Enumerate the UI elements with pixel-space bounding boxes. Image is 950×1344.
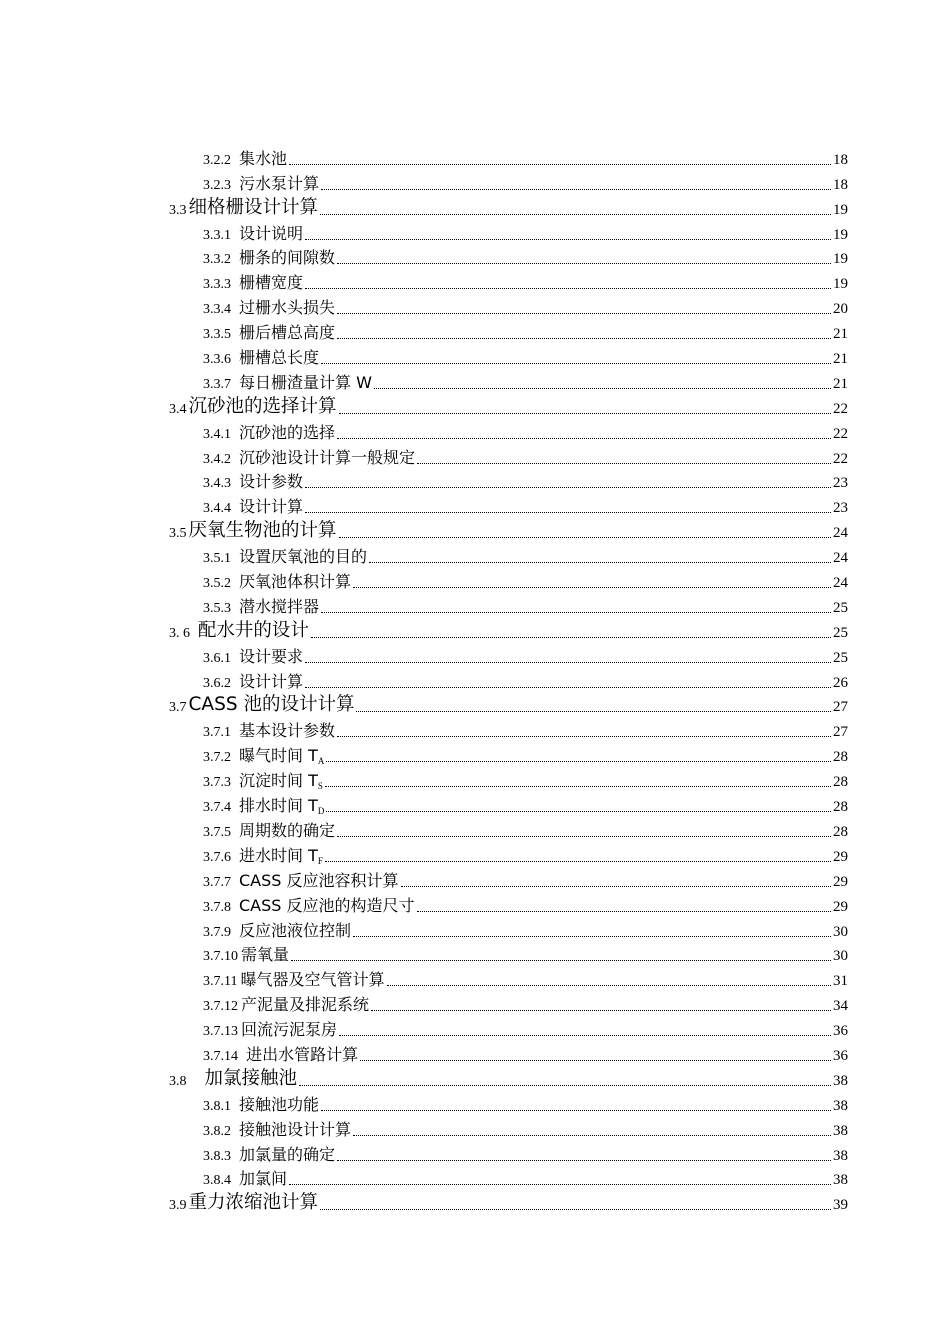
toc-leader-dots: [374, 388, 831, 389]
toc-entry-number: 3.7.6: [203, 849, 231, 865]
toc-page-number: 22: [833, 450, 848, 467]
toc-entry-title-text: 栅条的间隙数: [239, 248, 336, 268]
toc-entry-title: [239, 1166, 287, 1189]
toc-entry-title-text: 反应池液位控制: [239, 920, 352, 940]
toc-entry-title: [189, 193, 319, 219]
toc-leader-dots: [337, 736, 831, 737]
toc-entry-title-text: 设计计算: [239, 671, 304, 691]
toc-entry-subscript: F: [317, 855, 323, 866]
toc-entry-title-text: 加氯间: [239, 1169, 288, 1189]
toc-entry-title: [239, 494, 303, 517]
toc-entry-number: 3.7.7: [203, 874, 231, 890]
toc-entry-number: 3.3.2: [203, 252, 231, 268]
toc-entry-title: [239, 1142, 335, 1165]
toc-leader-dots: [311, 637, 831, 638]
toc-entry-number: 3.7.12: [203, 999, 238, 1015]
toc-entry-number: 3.8.1: [203, 1098, 231, 1114]
toc-entry-number: 3.6.1: [203, 650, 231, 666]
toc-entry-title: [239, 868, 399, 891]
toc-entry-title-text: 配水井的设计: [192, 619, 309, 641]
toc-entry-title-text: 沉砂池的选择计算: [188, 395, 337, 417]
toc-subsection-entry[interactable]: [0, 968, 950, 993]
toc-page-number: 30: [833, 948, 848, 965]
toc-entry-title: [239, 594, 319, 617]
toc-subsection-entry[interactable]: [0, 894, 950, 919]
toc-entry-title-text: CASS 反应池的构造尺寸: [239, 895, 415, 915]
toc-entry-number: 3.5.2: [203, 576, 231, 592]
toc-page-number: 38: [833, 1147, 848, 1164]
toc-leader-dots: [387, 985, 832, 986]
toc-entry-title-text: 加氯接触池: [204, 1067, 298, 1089]
toc-entry-number: 3.7.5: [203, 824, 231, 840]
toc-leader-dots: [321, 363, 831, 364]
toc-entry-title-text: 回流污泥泵房: [241, 1020, 338, 1040]
toc-entry-title: [239, 818, 335, 841]
toc-leader-dots: [305, 512, 831, 513]
toc-leader-dots: [369, 562, 831, 563]
toc-entry-title: [239, 544, 367, 567]
toc-entry-number: 3.3: [169, 202, 187, 218]
toc-subsection-entry[interactable]: [0, 869, 950, 894]
toc-leader-dots: [360, 1060, 831, 1061]
toc-page-number: 19: [833, 251, 848, 268]
toc-entry-title: [239, 445, 415, 468]
toc-entry-title-text: 过栅水头损失: [239, 298, 336, 318]
toc-page-number: 28: [833, 799, 848, 816]
toc-entry-title: [239, 270, 303, 293]
toc-page-number: 21: [833, 326, 848, 343]
toc-leader-dots: [371, 1010, 831, 1011]
toc-leader-dots: [337, 438, 831, 439]
toc-subsection-entry[interactable]: [0, 172, 950, 197]
toc-entry-title-text: 接触池功能: [239, 1094, 320, 1114]
toc-leader-dots: [353, 587, 831, 588]
toc-entry-number: 3.4.4: [203, 501, 231, 517]
toc-page-number: 27: [833, 699, 848, 716]
toc-entry-title-text: 产泥量及排泥系统: [241, 995, 370, 1015]
toc-section-entry[interactable]: [0, 396, 950, 421]
toc-subsection-entry[interactable]: [0, 719, 950, 744]
toc-leader-dots: [305, 288, 831, 289]
toc-entry-number: 3.3.4: [203, 302, 231, 318]
toc-subsection-entry[interactable]: [0, 993, 950, 1018]
toc-subsection-entry[interactable]: [0, 919, 950, 944]
toc-leader-dots: [289, 164, 831, 165]
toc-entry-title: [189, 516, 337, 542]
toc-entry-title-text: 加氯量的确定: [239, 1144, 336, 1164]
toc-page-number: 18: [833, 151, 848, 168]
toc-entry-title: [241, 992, 369, 1015]
toc-entry-number: 3.4.2: [203, 451, 231, 467]
toc-leader-dots: [339, 413, 831, 414]
toc-leader-dots: [417, 911, 831, 912]
toc-entry-number: 3.7.9: [203, 924, 231, 940]
toc-leader-dots: [299, 1085, 831, 1086]
toc-leader-dots: [353, 1135, 831, 1136]
toc-entry-title: [239, 644, 303, 667]
toc-entry-subscript: S: [317, 781, 323, 792]
toc-leader-dots: [305, 662, 831, 663]
toc-entry-title-text: 沉砂池设计计算一般规定: [239, 447, 416, 467]
toc-entry-title-text: 重力浓缩池计算: [188, 1192, 319, 1214]
toc-subsection-entry[interactable]: [0, 471, 950, 496]
toc-subsection-entry[interactable]: [0, 819, 950, 844]
table-of-contents: [0, 147, 950, 1217]
toc-entry-number: 3.2.2: [203, 152, 231, 168]
toc-leader-dots: [339, 537, 831, 538]
toc-section-entry[interactable]: [0, 197, 950, 222]
toc-subsection-entry[interactable]: [0, 371, 950, 396]
toc-page-number: 39: [833, 1197, 848, 1214]
toc-entry-subscript: D: [317, 806, 325, 817]
toc-page-number: 29: [833, 848, 848, 865]
toc-subsection-entry[interactable]: [0, 1043, 950, 1068]
toc-entry-subscript: A: [317, 756, 325, 767]
toc-entry-title-text: 每日栅渣量计算 W: [239, 372, 372, 392]
toc-entry-title: [192, 616, 309, 642]
toc-page-number: 21: [833, 351, 848, 368]
toc-leader-dots: [337, 1160, 831, 1161]
toc-page-number: 27: [833, 724, 848, 741]
toc-entry-number: 3.7.10: [203, 949, 238, 965]
toc-page-number: 18: [833, 176, 848, 193]
toc-entry-number: 3.9: [169, 1198, 187, 1214]
toc-entry-title: [239, 743, 324, 766]
toc-page-number: 38: [833, 1072, 848, 1089]
toc-entry-title: [239, 718, 335, 741]
toc-entry-number: 3. 6: [169, 625, 190, 641]
toc-entry-title: [239, 370, 372, 393]
toc-entry-title: [239, 295, 335, 318]
toc-entry-number: 3.3.1: [203, 227, 231, 243]
toc-entry-number: 3.3.5: [203, 327, 231, 343]
toc-entry-number: 3.6.2: [203, 675, 231, 691]
toc-subsection-entry[interactable]: [0, 147, 950, 172]
toc-leader-dots: [339, 1035, 831, 1036]
toc-entry-title-text: 设计计算: [239, 497, 304, 517]
toc-page-number: 24: [833, 550, 848, 567]
toc-page-number: 20: [833, 301, 848, 318]
toc-entry-title-text: 栅槽总长度: [239, 348, 320, 368]
toc-page-number: 30: [833, 923, 848, 940]
toc-leader-dots: [321, 1110, 831, 1111]
toc-subsection-entry[interactable]: [0, 744, 950, 769]
toc-leader-dots: [305, 687, 831, 688]
toc-entry-title-text: 污水泵计算: [239, 173, 320, 193]
toc-entry-number: 3.8: [169, 1073, 187, 1089]
toc-leader-dots: [305, 239, 831, 240]
toc-entry-number: 3.8.3: [203, 1148, 231, 1164]
toc-subsection-entry[interactable]: [0, 222, 950, 247]
toc-entry-title-text: 厌氧池体积计算: [239, 572, 352, 592]
toc-entry-number: 3.7.14: [203, 1048, 238, 1064]
toc-section-entry[interactable]: [0, 1068, 950, 1093]
toc-subsection-entry[interactable]: [0, 595, 950, 620]
toc-page-number: 25: [833, 599, 848, 616]
toc-entry-title-text: 设计要求: [239, 646, 304, 666]
toc-entry-title-text: 栅槽宽度: [239, 273, 304, 293]
toc-entry-title: [239, 669, 303, 692]
toc-page-number: 38: [833, 1172, 848, 1189]
toc-leader-dots: [337, 263, 831, 264]
toc-subsection-entry[interactable]: [0, 545, 950, 570]
toc-leader-dots: [356, 711, 831, 712]
toc-entry-title-text: 进出水管路计算: [241, 1044, 359, 1064]
toc-leader-dots: [325, 786, 831, 787]
toc-entry-title-text: 栅后槽总高度: [239, 323, 336, 343]
toc-subsection-entry[interactable]: [0, 1018, 950, 1043]
toc-subsection-entry[interactable]: [0, 670, 950, 695]
toc-section-entry[interactable]: [0, 520, 950, 545]
toc-page-number: 28: [833, 749, 848, 766]
toc-entry-number: 3.8.4: [203, 1173, 231, 1189]
toc-entry-title-text: CASS 反应池容积计算: [239, 870, 399, 890]
toc-entry-number: 3.7.11: [203, 974, 238, 990]
toc-leader-dots: [289, 1184, 831, 1185]
toc-entry-title-text: 周期数的确定: [239, 820, 336, 840]
toc-page-number: 22: [833, 400, 848, 417]
toc-page-number: 28: [833, 774, 848, 791]
toc-entry-number: 3.7.13: [203, 1024, 238, 1040]
toc-entry-title-text: 需氧量: [241, 945, 290, 965]
toc-page-number: 24: [833, 575, 848, 592]
toc-subsection-entry[interactable]: [0, 421, 950, 446]
toc-entry-number: 3.3.6: [203, 352, 231, 368]
toc-subsection-entry[interactable]: [0, 570, 950, 595]
toc-entry-title: [239, 146, 287, 169]
toc-subsection-entry[interactable]: [0, 844, 950, 869]
toc-entry-title-text: 沉淀时间 T: [239, 771, 318, 791]
toc-entry-title: [239, 1092, 319, 1115]
toc-entry-title: [239, 1117, 351, 1140]
toc-subsection-entry[interactable]: [0, 446, 950, 471]
toc-leader-dots: [417, 463, 831, 464]
toc-entry-title: [189, 690, 355, 716]
toc-entry-title-text: 排水时间 T: [239, 796, 318, 816]
toc-entry-number: 3.5: [169, 526, 187, 542]
toc-entry-title-text: 厌氧生物池的计算: [188, 520, 337, 542]
toc-section-entry[interactable]: [0, 620, 950, 645]
toc-page-number: 23: [833, 475, 848, 492]
toc-entry-title: [241, 1017, 337, 1040]
toc-page-number: 29: [833, 873, 848, 890]
toc-entry-title-text: CASS 池的设计计算: [188, 694, 355, 716]
toc-subsection-entry[interactable]: [0, 1143, 950, 1168]
toc-subsection-entry[interactable]: [0, 944, 950, 969]
toc-entry-title-text: 基本设计参数: [239, 721, 336, 741]
toc-page-number: 28: [833, 823, 848, 840]
toc-entry-title-text: 进水时间 T: [239, 845, 318, 865]
toc-entry-title: [239, 245, 335, 268]
toc-leader-dots: [337, 338, 831, 339]
toc-subsection-entry[interactable]: [0, 645, 950, 670]
toc-entry-title-text: 沉砂池的选择: [239, 422, 336, 442]
toc-entry-number: 3.5.3: [203, 600, 231, 616]
toc-page-number: 22: [833, 425, 848, 442]
toc-entry-title: [239, 171, 319, 194]
toc-entry-number: 3.7: [169, 700, 187, 716]
toc-entry-title: [239, 420, 335, 443]
toc-page-number: 24: [833, 525, 848, 542]
toc-entry-number: 3.3.3: [203, 277, 231, 293]
toc-entry-number: 3.3.7: [203, 376, 231, 392]
toc-section-entry[interactable]: [0, 1192, 950, 1217]
toc-subsection-entry[interactable]: [0, 1168, 950, 1193]
toc-subsection-entry[interactable]: [0, 346, 950, 371]
toc-entry-title: [189, 392, 337, 418]
toc-leader-dots: [353, 936, 831, 937]
toc-entry-number: 3.7.1: [203, 725, 231, 741]
toc-entry-title-text: 曝气器及空气管计算: [240, 970, 385, 990]
toc-entry-number: 3.7.3: [203, 775, 231, 791]
toc-entry-title: [239, 843, 323, 866]
toc-subsection-entry[interactable]: [0, 1093, 950, 1118]
toc-subsection-entry[interactable]: [0, 321, 950, 346]
toc-entry-title: [241, 942, 289, 965]
toc-entry-title: [239, 793, 324, 816]
toc-page-number: 23: [833, 500, 848, 517]
toc-entry-title-text: 设计参数: [239, 472, 304, 492]
toc-leader-dots: [291, 960, 831, 961]
toc-leader-dots: [326, 811, 831, 812]
toc-leader-dots: [401, 886, 831, 887]
toc-page-number: 19: [833, 201, 848, 218]
toc-entry-title-text: 设置厌氧池的目的: [239, 547, 368, 567]
toc-entry-number: 3.2.3: [203, 177, 231, 193]
toc-leader-dots: [337, 313, 831, 314]
toc-entry-number: 3.8.2: [203, 1123, 231, 1139]
toc-entry-number: 3.5.1: [203, 551, 231, 567]
toc-leader-dots: [320, 214, 831, 215]
toc-entry-title: [240, 967, 384, 990]
toc-entry-number: 3.4.1: [203, 426, 231, 442]
toc-page-number: 36: [833, 1047, 848, 1064]
toc-page-number: 21: [833, 375, 848, 392]
toc-leader-dots: [320, 1209, 831, 1210]
toc-entry-title-text: 接触池设计计算: [239, 1119, 352, 1139]
toc-page-number: 25: [833, 649, 848, 666]
toc-subsection-entry[interactable]: [0, 495, 950, 520]
toc-entry-title: [239, 768, 323, 791]
toc-entry-title: [239, 221, 303, 244]
toc-entry-title: [241, 1042, 358, 1065]
toc-entry-title: [239, 918, 351, 941]
toc-page-number: 29: [833, 898, 848, 915]
toc-page-number: 19: [833, 276, 848, 293]
toc-page-number: 19: [833, 226, 848, 243]
toc-entry-number: 3.4: [169, 401, 187, 417]
toc-entry-title: [239, 893, 415, 916]
toc-page-number: 34: [833, 998, 848, 1015]
toc-leader-dots: [326, 761, 831, 762]
toc-subsection-entry[interactable]: [0, 247, 950, 272]
toc-entry-title: [239, 569, 351, 592]
toc-subsection-entry[interactable]: [0, 296, 950, 321]
toc-entry-title: [205, 1064, 298, 1090]
toc-leader-dots: [337, 836, 831, 837]
toc-page-number: 26: [833, 674, 848, 691]
toc-entry-title: [239, 345, 319, 368]
toc-leader-dots: [321, 189, 831, 190]
toc-entry-number: 3.4.3: [203, 476, 231, 492]
toc-leader-dots: [305, 487, 831, 488]
toc-subsection-entry[interactable]: [0, 1118, 950, 1143]
toc-entry-title: [189, 1188, 319, 1214]
toc-subsection-entry[interactable]: [0, 769, 950, 794]
toc-entry-number: 3.7.8: [203, 899, 231, 915]
toc-subsection-entry[interactable]: [0, 794, 950, 819]
toc-page-number: 25: [833, 624, 848, 641]
toc-entry-title-text: 设计说明: [239, 223, 304, 243]
toc-entry-number: 3.7.2: [203, 750, 231, 766]
toc-subsection-entry[interactable]: [0, 271, 950, 296]
toc-entry-title: [239, 469, 303, 492]
toc-page-number: 31: [833, 973, 848, 990]
toc-entry-title-text: 细格栅设计计算: [188, 196, 319, 218]
toc-page-number: 38: [833, 1097, 848, 1114]
toc-leader-dots: [325, 861, 831, 862]
toc-entry-title-text: 集水池: [239, 148, 288, 168]
toc-page-number: 38: [833, 1122, 848, 1139]
toc-entry-number: 3.7.4: [203, 800, 231, 816]
toc-entry-title-text: 潜水搅拌器: [239, 596, 320, 616]
toc-entry-title-text: 曝气时间 T: [239, 746, 318, 766]
toc-section-entry[interactable]: [0, 695, 950, 720]
toc-entry-title: [239, 320, 335, 343]
toc-leader-dots: [321, 612, 831, 613]
toc-page-number: 36: [833, 1023, 848, 1040]
